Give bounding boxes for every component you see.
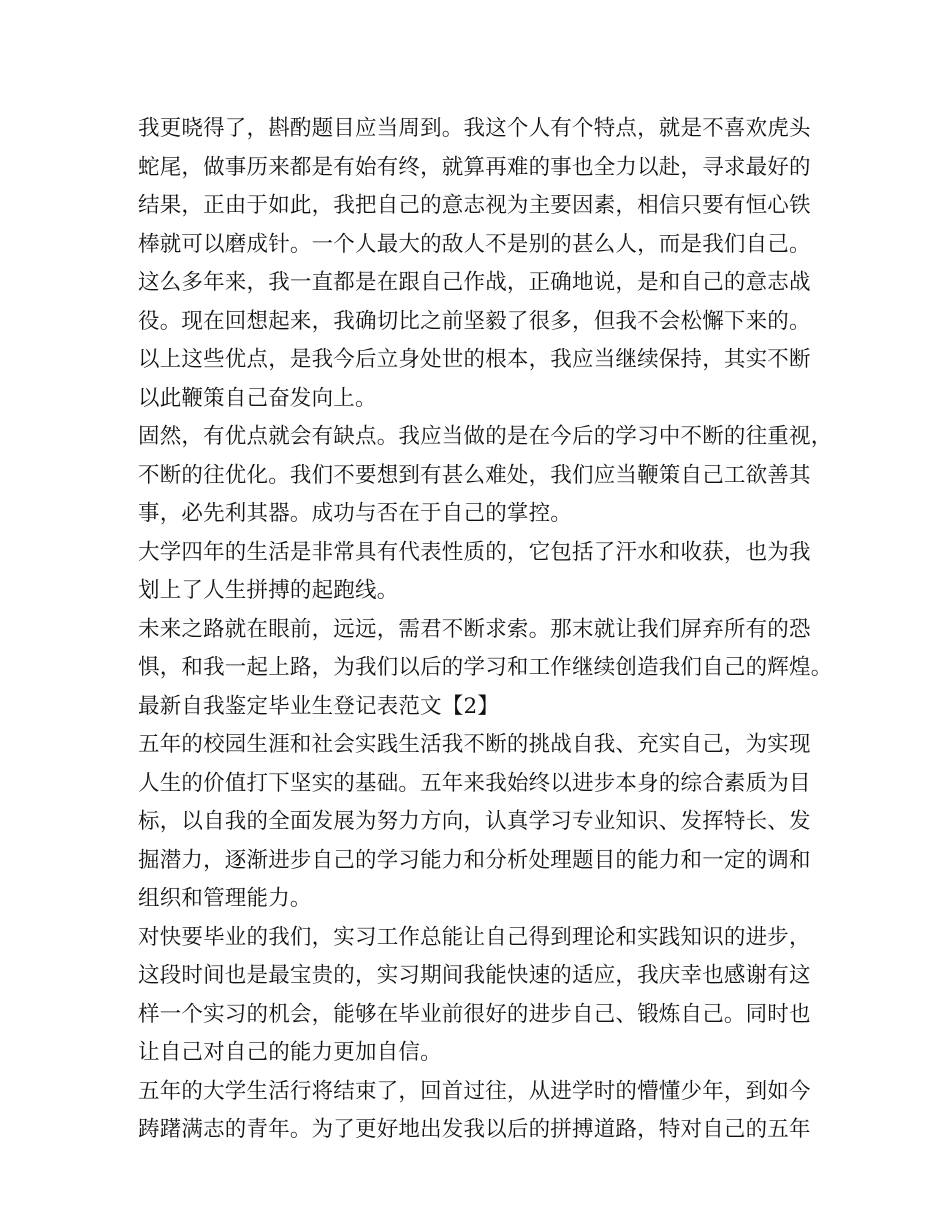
text-line: 我更晓得了，斟酌题目应当周到。我这个人有个特点，就是不喜欢虎头: [138, 116, 811, 141]
text-line: 样一个实习的机会，能够在毕业前很好的进步自己、锻炼自己。同时也: [138, 1001, 811, 1027]
text-line: 惧，和我一起上路，为我们以后的学习和工作继续创造我们自己的辉煌。: [138, 655, 833, 680]
text-line: 结果，正由于如此，我把自己的意志视为主要因素，相信只要有恒心铁: [138, 193, 811, 218]
text-line: 五年的大学生活行将结束了，回首过往，从进学时的懵懂少年，到如今: [138, 1078, 811, 1104]
text-line: 固然，有优点就会有缺点。我应当做的是在今后的学习中不断的往重视，: [138, 424, 833, 449]
text-line: 不断的往优化。我们不要想到有甚么难处，我们应当鞭策自己工欲善其: [138, 462, 811, 488]
text-line: 役。现在回想起来，我确切比之前坚毅了很多，但我不会松懈下来的。: [138, 308, 811, 334]
text-line: 划上了人生拼搏的起跑线。: [138, 578, 399, 603]
text-line: 掘潜力，逐渐进步自己的学习能力和分析处理题目的能力和一定的调和: [138, 847, 811, 873]
text-line: 事，必先利其器。成功与否在于自己的掌控。: [138, 501, 573, 526]
text-line: 五年的校园生涯和社会实践生活我不断的挑战自我、充实自己，为实现: [138, 732, 811, 757]
text-line: 人生的价值打下坚实的基础。五年来我始终以进步本身的综合素质为目: [138, 770, 811, 796]
text-line: 以此鞭策自己奋发向上。: [138, 385, 377, 411]
document-body: [138, 110, 833, 1150]
text-line: 这么多年来，我一直都是在跟自己作战，正确地说，是和自己的意志战: [138, 270, 811, 295]
text-line: 以上这些优点，是我今后立身处世的根本，我应当继续保持，其实不断: [138, 347, 811, 372]
text-line: 踌躇满志的青年。为了更好地出发我以后的拼搏道路，特对自己的五年: [138, 1117, 811, 1142]
text-line: 这段时间也是最宝贵的，实习期间我能快速的适应，我庆幸也感谢有这: [138, 963, 811, 988]
text-line: 让自己对自己的能力更加自信。: [138, 1040, 442, 1065]
text-line: 组织和管理能力。: [138, 886, 312, 911]
text-line: 棒就可以磨成针。一个人最大的敌人不是别的甚么人，而是我们自己。: [138, 231, 811, 257]
section-heading: 最新自我鉴定毕业生登记表范文【2】: [138, 693, 500, 719]
text-line: 蛇尾，做事历来都是有始有终，就算再难的事也全力以赴，寻求最好的: [138, 154, 811, 180]
text-line: 大学四年的生活是非常具有代表性质的，它包括了汗水和收获，也为我: [138, 539, 811, 565]
text-line: 标，以自我的全面发展为努力方向，认真学习专业知识、发挥特长、发: [138, 809, 811, 834]
text-line: 对快要毕业的我们，实习工作总能让自己得到理论和实践知识的进步，: [138, 924, 811, 950]
text-line: 未来之路就在眼前，远远，需君不断求索。那末就让我们屏弃所有的恐: [138, 616, 811, 642]
